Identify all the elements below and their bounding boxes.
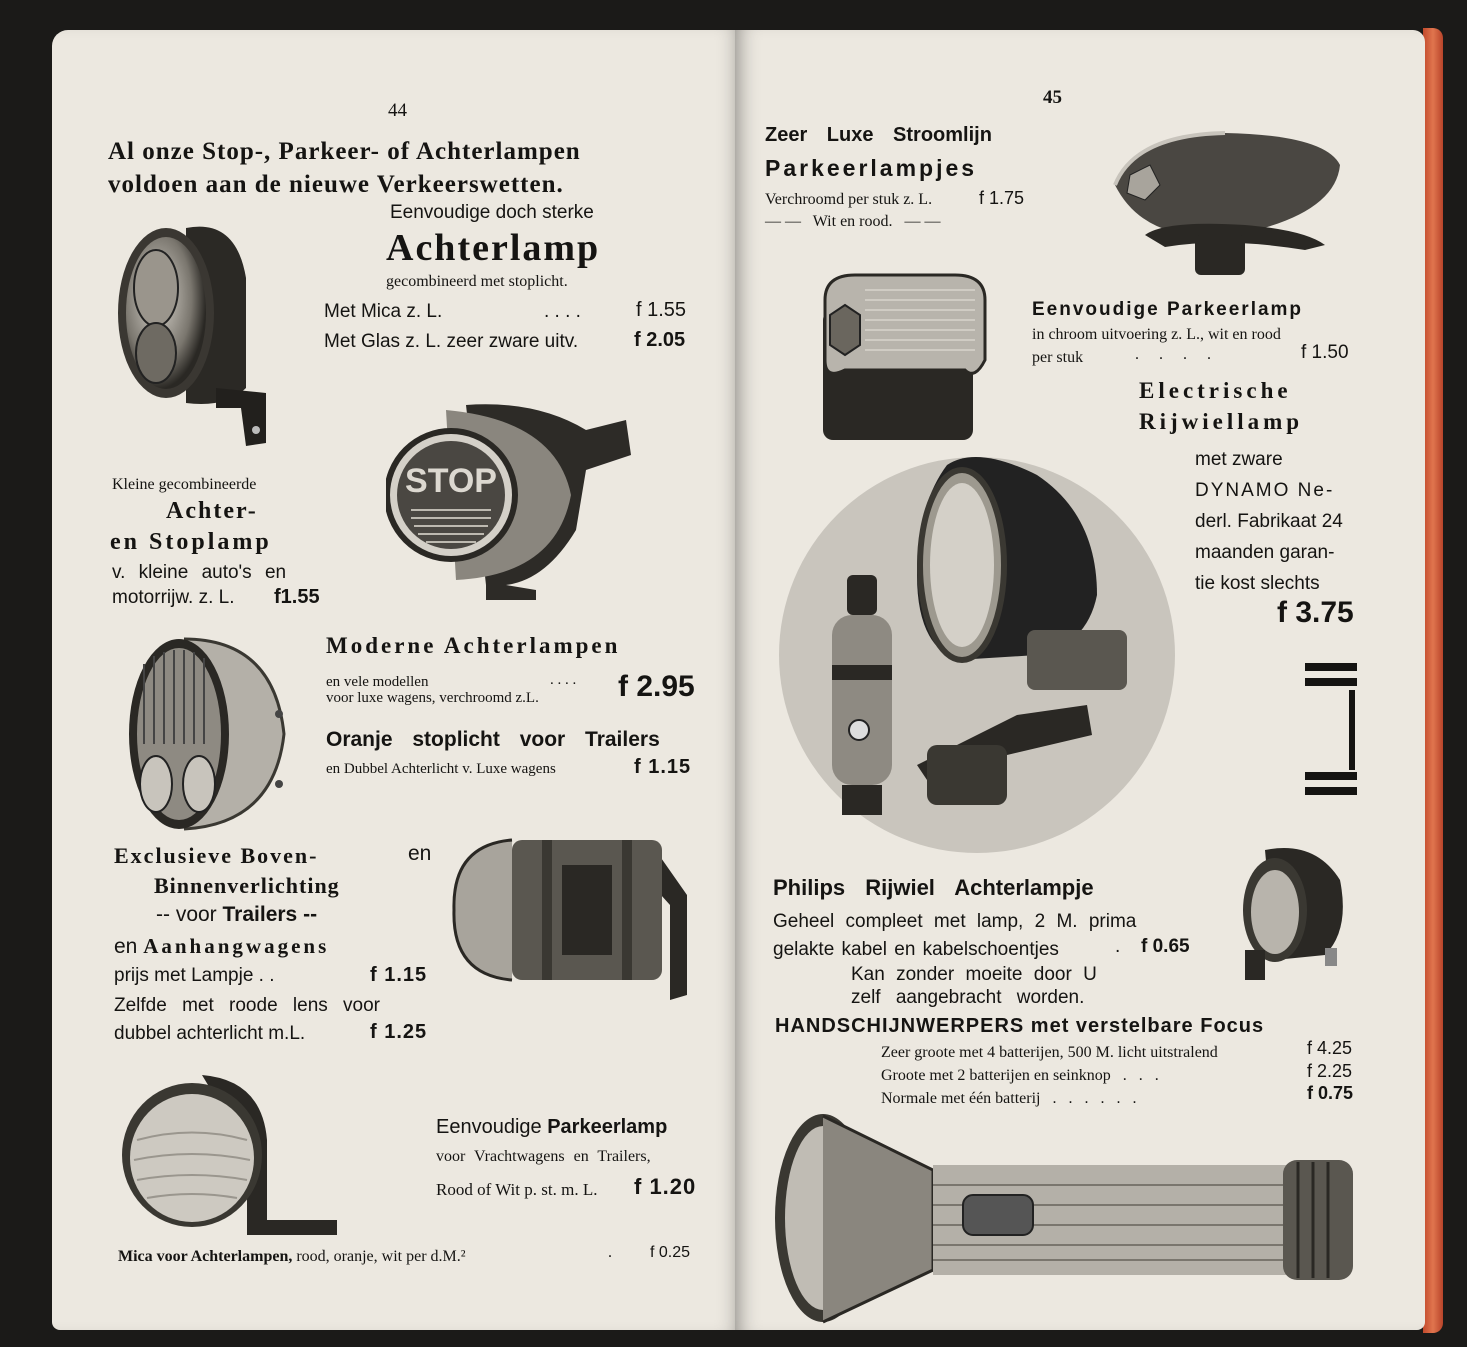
moderne-line-2: voor luxe wagens, verchroomd z.L. [326, 690, 539, 706]
exclusieve-line-2: Binnenverlichting [154, 873, 340, 898]
decorative-bar [1305, 787, 1357, 795]
oranje-line: en Dubbel Achterlicht v. Luxe wagens [326, 761, 556, 777]
eenvoudige-line-2: per stuk [1032, 349, 1084, 366]
exclusieve-price-1: f 1.15 [370, 964, 428, 986]
philips-dot: . [1115, 936, 1121, 957]
eenvoudige-line-1: in chroom uitvoering z. L., wit en rood [1032, 326, 1281, 343]
stop-lamp-image [386, 400, 636, 600]
philips-line-1: Geheel compleet met lamp, 2 M. prima [773, 911, 1137, 932]
exclusieve-line-4a: en [114, 935, 144, 958]
flashlight-image [773, 1110, 1363, 1325]
handschijn-price-2: f 2.25 [1307, 1061, 1353, 1081]
moderne-dots: . . . . [550, 672, 577, 688]
stoplamp-title-2: en Stoplamp [110, 529, 272, 555]
achterlamp-price-2: f 2.05 [634, 329, 686, 351]
book-edge [1423, 28, 1443, 1333]
electrische-line-4: maanden garan- [1195, 542, 1335, 563]
philips-line-3: Kan zonder moeite door U [851, 964, 1097, 985]
exclusieve-line-4 [114, 934, 329, 959]
exclusieve-line-3 [156, 903, 317, 927]
oranje-title: Oranje stoplicht voor Trailers [326, 728, 660, 751]
philips-line-4: zelf aangebracht worden. [851, 987, 1085, 1008]
right-page [735, 30, 1425, 1330]
handschijn-price-1: f 4.25 [1307, 1038, 1353, 1058]
philips-title: Philips Rijwiel Achterlampje [773, 875, 1094, 900]
parkeerlamp-price: f 1.20 [634, 1174, 697, 1199]
moderne-line-1: en vele modellen [326, 674, 429, 690]
achterlamp-line-1: Met Mica z. L. [324, 301, 443, 322]
stoplamp-line-2: v. kleine auto's en [112, 562, 287, 583]
page-number: 44 [388, 100, 407, 121]
stoplamp-price: f1.55 [274, 586, 320, 608]
mica-dot: . [608, 1244, 612, 1261]
headline-line-1: Al onze Stop-, Parkeer- of Achterlampen [108, 138, 581, 165]
eenvoudige-price: f 1.50 [1301, 342, 1349, 363]
electrische-price: f 3.75 [1277, 596, 1354, 629]
exclusieve-line-5: prijs met Lampje . . [114, 965, 275, 986]
parkeerlamp-image [122, 1070, 342, 1240]
handschijn-row-1: Zeer groote met 4 batterijen, 500 M. licht uitstralend [881, 1044, 1218, 1061]
achterlamp-line-2: Met Glas z. L. zeer zware uitv. [324, 331, 579, 352]
electrische-title-2: Rijwiellamp [1139, 409, 1304, 434]
dynamo-lamp-image [777, 455, 1177, 855]
parkeerlamp-line-1 [436, 1116, 667, 1139]
achterlamp-intro: Eenvoudige doch sterke [390, 202, 594, 223]
eenvoudige-title: Eenvoudige Parkeerlamp [1032, 299, 1304, 320]
achterlamp-price-1: f 1.55 [636, 299, 687, 321]
exclusieve-line-3a: -- voor [156, 903, 223, 926]
moderne-lamp-image [124, 634, 294, 834]
philips-price: f 0.65 [1141, 936, 1190, 957]
handschijn-price-3: f 0.75 [1307, 1083, 1354, 1103]
stroomlijn-price: f 1.75 [979, 188, 1025, 208]
achterlamp-image [116, 218, 276, 448]
exclusieve-line-6: Zelfde met roode lens voor [114, 995, 381, 1016]
exclusieve-line-1a: Exclusieve Boven- [114, 843, 319, 868]
stoplamp-line-1: Kleine gecombineerde [112, 476, 257, 493]
stroomlijn-line-3: — — Wit en rood. — — [765, 213, 941, 230]
oranje-price: f 1.15 [634, 756, 692, 778]
achterlamp-sub: gecombineerd met stoplicht. [386, 273, 568, 290]
decorative-bar [1305, 678, 1357, 686]
parkeerlamp-line-3: Rood of Wit p. st. m. L. [436, 1180, 598, 1199]
stroomlijn-title: Parkeerlampjes [765, 155, 978, 181]
mica-line [118, 1248, 466, 1266]
electrische-line-1: met zware [1195, 449, 1283, 470]
page-number: 45 [1043, 87, 1062, 108]
parkeerlamp-line-2: voor Vrachtwagens en Trailers, [436, 1148, 651, 1165]
eenvoudige-parkeerlamp-image [815, 270, 995, 450]
stroomlijn-line-2: Verchroomd per stuk z. L. [765, 191, 933, 208]
exclusieve-price-2: f 1.25 [370, 1021, 428, 1043]
electrische-line-3: derl. Fabrikaat 24 [1195, 511, 1343, 532]
electrische-lines [1195, 444, 1343, 599]
stoplamp-line-3: motorrijw. z. L. [112, 587, 235, 608]
exclusieve-line-3b: Trailers -- [222, 903, 318, 926]
handschijn-row-2: Groote met 2 batterijen en seinknop . . . [881, 1067, 1159, 1084]
headline-line-2: voldoen aan de nieuwe Verkeerswetten. [108, 171, 564, 198]
handschijn-row-3: Normale met één batterij . . . . . . [881, 1090, 1137, 1107]
philips-lamp-image [1235, 840, 1350, 980]
achterlamp-dots: . . . . [544, 301, 581, 322]
handschijn-title: HANDSCHIJNWERPERS met verstelbare Focus [775, 1015, 1265, 1037]
moderne-price: f 2.95 [618, 670, 695, 703]
mica-rest: rood, oranje, wit per d.M.² [296, 1248, 466, 1265]
stroomlijn-line-1: Zeer Luxe Stroomlijn [765, 124, 992, 146]
exclusieve-line-7: dubbel achterlicht m.L. [114, 1023, 306, 1044]
mica-bold: Mica voor Achterlampen, [118, 1248, 293, 1265]
decorative-bar [1349, 690, 1355, 770]
electrische-title-1: Electrische [1139, 378, 1292, 403]
moderne-title: Moderne Achterlampen [326, 633, 621, 658]
electrische-line-2: DYNAMO Ne- [1195, 480, 1335, 501]
stoplamp-title-1: Achter- [166, 498, 258, 524]
left-page [52, 30, 742, 1330]
exclusieve-line-4b: Aanhangwagens [143, 934, 330, 958]
exclusieve-line-1b: en [408, 842, 432, 865]
achterlamp-title: Achterlamp [386, 227, 601, 269]
parkeerlamp-line-1a: Eenvoudige [436, 1116, 548, 1138]
stroomlijn-image [1105, 125, 1345, 285]
electrische-line-5: tie kost slechts [1195, 573, 1320, 594]
eenvoudige-dots: . . . . [1135, 346, 1219, 363]
trailer-lamp-image [452, 825, 692, 1015]
stop-lamp-label: STOP [405, 462, 497, 500]
philips-line-2: gelakte kabel en kabelschoentjes [773, 939, 1059, 960]
decorative-bar [1305, 663, 1357, 671]
mica-price: f 0.25 [650, 1244, 691, 1261]
parkeerlamp-line-1b: Parkeerlamp [547, 1116, 668, 1138]
decorative-bar [1305, 772, 1357, 780]
